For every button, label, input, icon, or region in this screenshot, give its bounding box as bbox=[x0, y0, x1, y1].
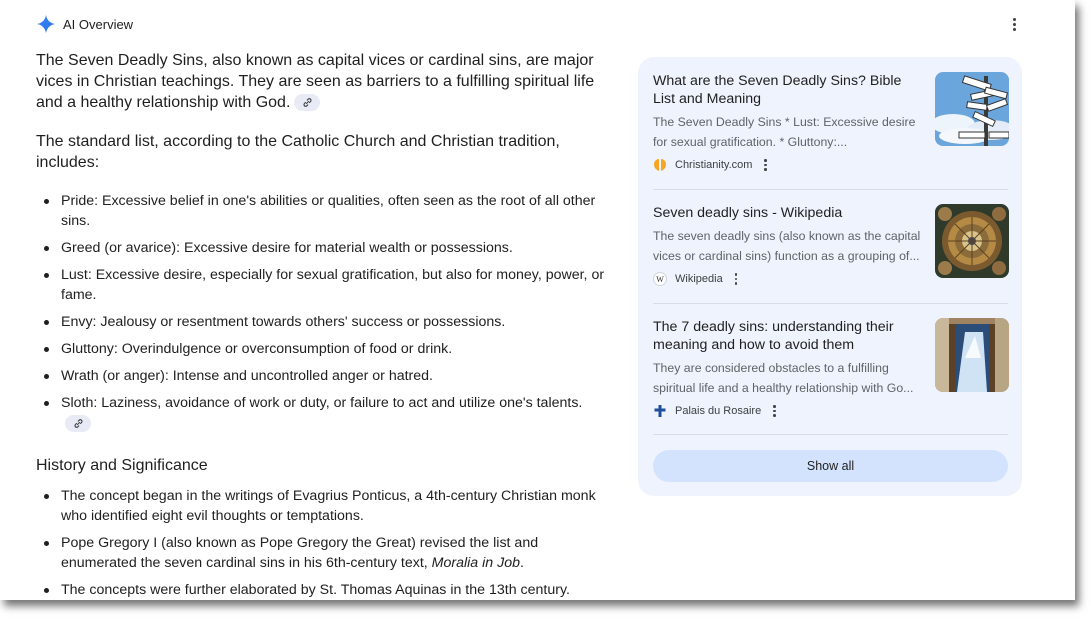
overview-content bbox=[36, 50, 608, 600]
list-item bbox=[61, 393, 608, 433]
ai-overview-header bbox=[36, 13, 133, 35]
list-item bbox=[61, 366, 608, 386]
source-card[interactable] bbox=[653, 72, 1008, 192]
source-site-name: Christianity.com bbox=[675, 159, 753, 171]
svg-text:W: W bbox=[656, 275, 664, 284]
list-item-text: Wrath (or anger): Intense and uncontrolled anger or hatred. bbox=[61, 368, 433, 384]
list-item-text: Pope Gregory I (also known as Pope Gregory the Great) revised the list and enumerated the seven cardinal sins in his 6th-century text, bbox=[61, 535, 539, 571]
more-options-button[interactable] bbox=[1003, 13, 1025, 35]
book-title: Moralia in Job bbox=[431, 555, 520, 571]
show-all-button[interactable]: Show all bbox=[653, 450, 1008, 482]
history-heading: History and Significance bbox=[36, 457, 208, 474]
wikipedia-favicon bbox=[653, 272, 667, 286]
more-vert-icon[interactable] bbox=[735, 273, 738, 285]
list-item bbox=[61, 238, 608, 258]
source-card[interactable] bbox=[653, 318, 1008, 428]
link-icon bbox=[302, 97, 313, 108]
list-item-text: Gluttony: Overindulgence or overconsumption of food or drink. bbox=[61, 341, 453, 357]
source-title[interactable]: The 7 deadly sins: understanding their meaning and how to avoid them bbox=[653, 319, 894, 353]
source-card[interactable] bbox=[653, 204, 1008, 304]
list-item-punctuation: . bbox=[519, 555, 524, 571]
list-item bbox=[61, 312, 608, 332]
sins-list bbox=[36, 191, 608, 433]
source-link-chip[interactable] bbox=[65, 415, 91, 432]
divider bbox=[653, 303, 1008, 304]
gemini-spark-icon bbox=[36, 14, 56, 34]
source-site bbox=[653, 158, 767, 172]
ai-overview-title: AI Overview bbox=[63, 16, 134, 32]
bosch-tabletop-image bbox=[935, 204, 1009, 278]
more-vert-icon[interactable] bbox=[773, 405, 776, 417]
list-item bbox=[61, 339, 608, 359]
signpost-image bbox=[935, 72, 1009, 146]
open-door-image bbox=[935, 318, 1009, 392]
list-item-text: Envy: Jealousy or resentment towards others' success or possessions. bbox=[61, 314, 506, 330]
source-site-name: Wikipedia bbox=[675, 273, 723, 285]
source-link-chip[interactable] bbox=[294, 94, 320, 111]
source-site-name: Palais du Rosaire bbox=[675, 405, 762, 417]
list-item bbox=[61, 486, 608, 526]
divider bbox=[653, 189, 1008, 190]
list-item-text: The concept began in the writings of Evagrius Ponticus, a 4th-century Christian monk who identified eight evil thoughts or temptations. bbox=[61, 488, 596, 524]
more-vert-icon bbox=[1013, 18, 1016, 31]
source-title[interactable]: What are the Seven Deadly Sins? Bible List and Meaning bbox=[653, 73, 902, 107]
list-item bbox=[61, 265, 608, 305]
list-item-text: Sloth: Laziness, avoidance of work or duty, or failure to act and utilize one's talents. bbox=[61, 395, 583, 411]
more-vert-icon[interactable] bbox=[764, 159, 767, 171]
intro-text: The Seven Deadly Sins, also known as capital vices or cardinal sins, are major vices in Christian teachings. They are seen as barriers to a fulfilling spiritual life and a healthy relationship with God. bbox=[36, 52, 595, 111]
cross-favicon bbox=[653, 404, 667, 418]
source-snippet: The Seven Deadly Sins * Lust: Excessive desire for sexual gratification. * Gluttony:... bbox=[653, 115, 916, 149]
sources-panel bbox=[638, 57, 1022, 496]
list-intro-paragraph: The standard list, according to the Catholic Church and Christian tradition, includes: bbox=[36, 133, 560, 171]
list-item-text: The concepts were further elaborated by St. Thomas Aquinas in the 13th century. bbox=[61, 582, 570, 598]
source-snippet: The seven deadly sins (also known as the capital vices or cardinal sins) function as a grouping of... bbox=[653, 229, 921, 263]
list-item bbox=[61, 580, 608, 600]
christianity-com-favicon bbox=[653, 158, 667, 172]
list-item bbox=[61, 191, 608, 231]
source-site bbox=[653, 272, 737, 286]
link-icon bbox=[73, 418, 84, 429]
intro-paragraph bbox=[36, 50, 608, 113]
source-title[interactable]: Seven deadly sins - Wikipedia bbox=[653, 205, 843, 221]
source-snippet: They are considered obstacles to a fulfilling spiritual life and a healthy relationship with Go... bbox=[653, 361, 914, 395]
list-item-text: Pride: Excessive belief in one's abilities or qualities, often seen as the root of all other sins. bbox=[61, 193, 596, 229]
source-site bbox=[653, 404, 776, 418]
history-list bbox=[36, 486, 608, 600]
list-item bbox=[61, 533, 608, 573]
divider bbox=[653, 434, 1008, 435]
list-item-text: Lust: Excessive desire, especially for sexual gratification, but also for money, power, or fame. bbox=[61, 267, 605, 303]
list-item-text: Greed (or avarice): Excessive desire for material wealth or possessions. bbox=[61, 240, 513, 256]
